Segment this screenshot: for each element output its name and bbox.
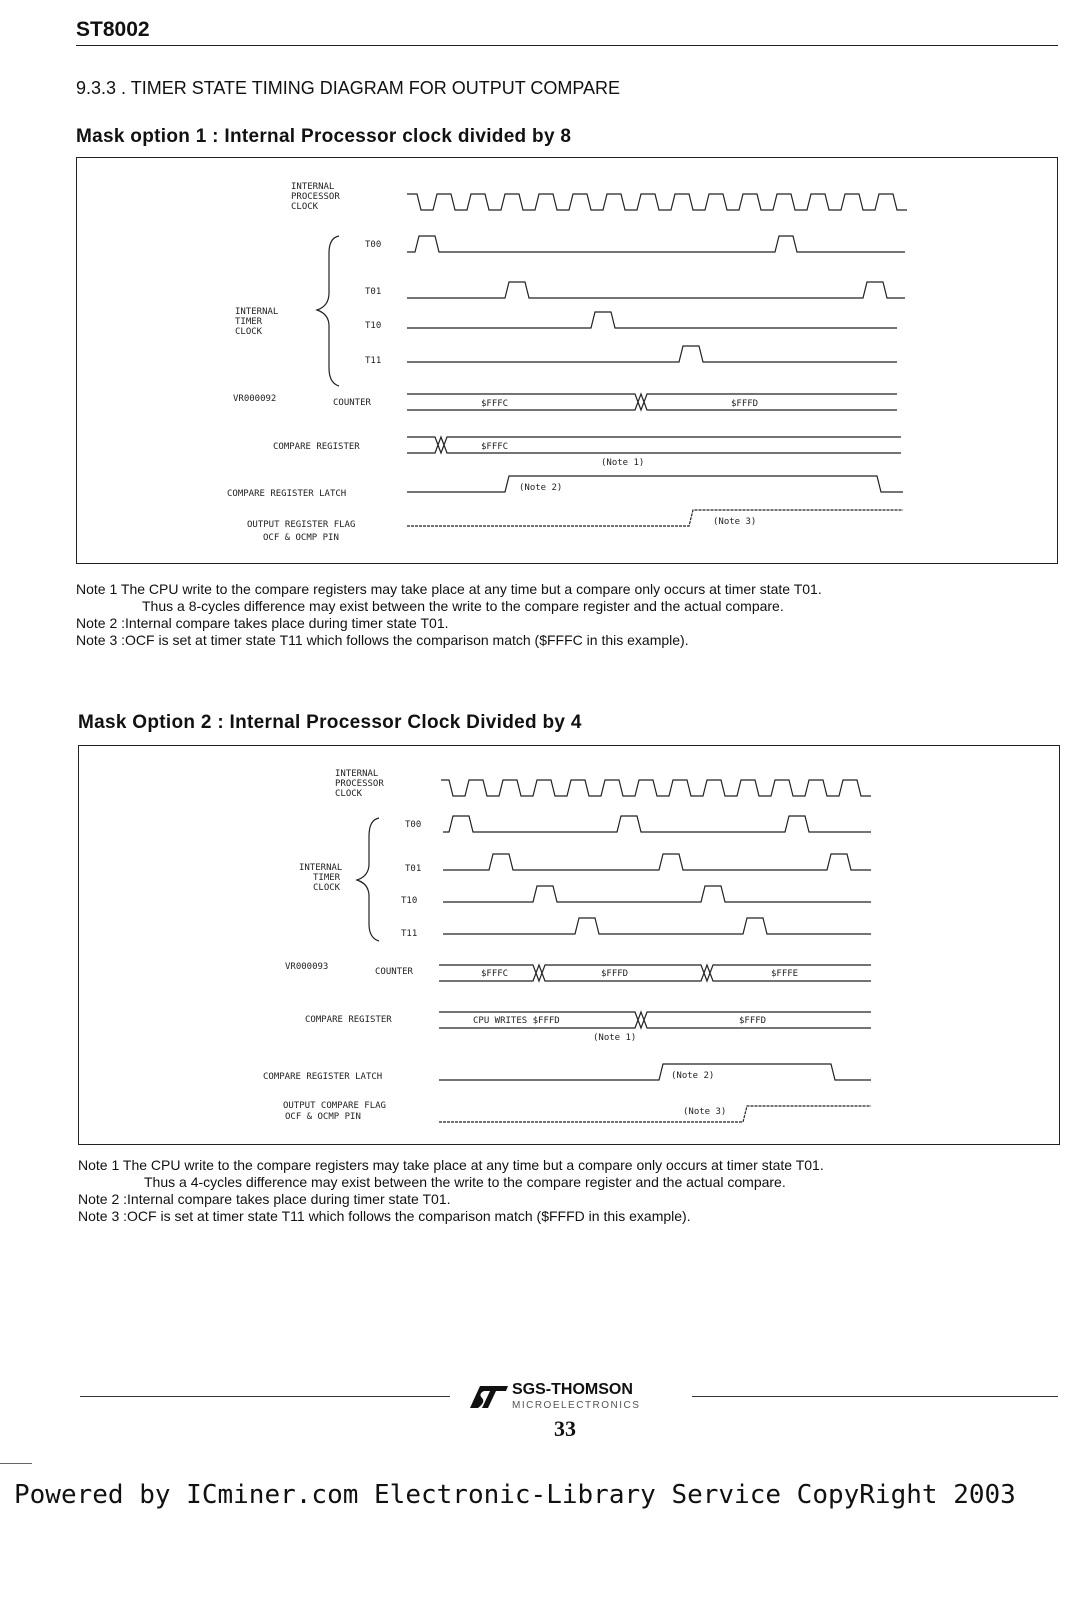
d1-brace bbox=[317, 236, 339, 386]
notes2-row-4 bbox=[78, 1208, 824, 1225]
d2-itc-label-2: TIMER bbox=[313, 873, 341, 883]
d2-itc-label-1: INTERNAL bbox=[299, 863, 343, 873]
st-logo-icon bbox=[466, 1382, 510, 1412]
d1-counter-value-1: $FFFC bbox=[481, 399, 509, 409]
note-text: Note 1 bbox=[78, 1157, 120, 1173]
d1-ref-code: VR000092 bbox=[233, 394, 277, 404]
d2-state-t11: T11 bbox=[401, 929, 418, 939]
brand-name: SGS-THOMSON bbox=[512, 1381, 633, 1398]
d1-state-t01: T01 bbox=[365, 287, 382, 297]
d2-counter-label: COUNTER bbox=[375, 967, 413, 977]
margin-mark bbox=[0, 1463, 32, 1464]
footer-rule-left bbox=[80, 1396, 450, 1397]
d2-note1-tag: (Note 1) bbox=[593, 1033, 637, 1043]
d1-itc-label-3: CLOCK bbox=[235, 327, 263, 337]
section-title: 9.3.3 . TIMER STATE TIMING DIAGRAM FOR OUTPUT COMPARE bbox=[76, 78, 621, 98]
d2-note3-tag: (Note 3) bbox=[683, 1107, 727, 1117]
d1-t00-wave bbox=[407, 236, 905, 252]
d1-flag-wave bbox=[407, 510, 903, 526]
d2-counter-value-2: $FFFD bbox=[601, 969, 629, 979]
d2-compare-value-1: CPU WRITES $FFFD bbox=[473, 1016, 560, 1026]
d2-ipc-label-3: CLOCK bbox=[335, 789, 363, 799]
d1-flag-label-1: OUTPUT REGISTER FLAG bbox=[247, 520, 356, 530]
d2-compare-value-2: $FFFD bbox=[739, 1016, 767, 1026]
notes-1 bbox=[76, 581, 822, 649]
d2-t10-wave bbox=[443, 886, 871, 902]
d2-ref-code: VR000093 bbox=[285, 962, 329, 972]
note-text: :OCF is set at timer state T11 which follows the comparison match ($FFFD in this example). bbox=[123, 1208, 691, 1224]
d2-t00-wave bbox=[443, 816, 871, 832]
d2-note2-tag: (Note 2) bbox=[671, 1071, 715, 1081]
d1-note1-tag: (Note 1) bbox=[601, 458, 645, 468]
d1-compare-label: COMPARE REGISTER bbox=[273, 442, 360, 452]
brand-subtitle: MICROELECTRONICS bbox=[512, 1400, 641, 1411]
d1-itc-label-2: TIMER bbox=[235, 317, 263, 327]
diagram2-frame bbox=[78, 745, 1060, 1145]
notes-2 bbox=[78, 1157, 824, 1225]
notes2-row-1 bbox=[78, 1157, 824, 1174]
d1-state-t11: T11 bbox=[365, 356, 382, 366]
header-rule bbox=[76, 45, 1058, 46]
d2-state-t00: T00 bbox=[405, 820, 422, 830]
note-text: Note 2 bbox=[76, 615, 118, 631]
d1-counter-value-2: $FFFD bbox=[731, 399, 759, 409]
d1-compare-value: $FFFC bbox=[481, 442, 509, 452]
d2-flag-label-2: OCF & OCMP PIN bbox=[285, 1112, 361, 1122]
note-text: Thus a 4-cycles difference may exist between the write to the compare register and the actual compare. bbox=[144, 1174, 786, 1190]
d1-note3-tag: (Note 3) bbox=[713, 517, 757, 527]
notes2-row-3 bbox=[78, 1191, 824, 1208]
notes1-row-4 bbox=[76, 632, 822, 649]
diagram2-heading: Mask Option 2 : Internal Processor Clock Divided by 4 bbox=[78, 712, 582, 733]
d1-t10-wave bbox=[407, 312, 897, 328]
note-text: Note 3 bbox=[78, 1208, 120, 1224]
footer-rule-right bbox=[692, 1396, 1058, 1397]
d1-t11-wave bbox=[407, 346, 897, 362]
d2-counter-value-3: $FFFE bbox=[771, 969, 799, 979]
note-text: Note 1 bbox=[76, 581, 118, 597]
notes1-row-1 bbox=[76, 581, 822, 598]
note-text: :Internal compare takes place during timer state T01. bbox=[123, 1191, 451, 1207]
d2-counter-value-1: $FFFC bbox=[481, 969, 509, 979]
d1-latch-wave bbox=[407, 476, 903, 492]
diagram1-frame bbox=[76, 157, 1058, 564]
notes2-row-2 bbox=[78, 1174, 824, 1191]
note-text: :Internal compare takes place during timer state T01. bbox=[121, 615, 449, 631]
d2-flag-wave bbox=[439, 1106, 871, 1122]
d1-state-t10: T10 bbox=[365, 321, 382, 331]
note-text: Note 2 bbox=[78, 1191, 120, 1207]
d1-note2-tag: (Note 2) bbox=[519, 483, 563, 493]
d1-counter-label: COUNTER bbox=[333, 398, 371, 408]
brand-logo bbox=[466, 1382, 510, 1417]
document-title: ST8002 bbox=[76, 18, 150, 41]
timing-diagram-1 bbox=[77, 158, 1057, 563]
powered-by-banner: Powered by ICminer.com Electronic-Library Service CopyRight 2003 bbox=[14, 1480, 1016, 1510]
d2-ipc-label-1: INTERNAL bbox=[335, 769, 379, 779]
d1-state-t00: T00 bbox=[365, 240, 382, 250]
d2-brace bbox=[357, 818, 379, 941]
page-number: 33 bbox=[554, 1416, 576, 1441]
d1-processor-clock-wave bbox=[407, 194, 907, 210]
d1-ipc-label-2: PROCESSOR bbox=[291, 192, 340, 202]
d2-latch-label: COMPARE REGISTER LATCH bbox=[263, 1072, 383, 1082]
d2-ipc-label-2: PROCESSOR bbox=[335, 779, 384, 789]
timing-diagram-2 bbox=[79, 746, 1059, 1144]
d2-state-t01: T01 bbox=[405, 864, 422, 874]
note-text: :OCF is set at timer state T11 which follows the comparison match ($FFFC in this example). bbox=[121, 632, 689, 648]
note-text: Note 3 bbox=[76, 632, 118, 648]
notes1-row-2 bbox=[76, 598, 822, 615]
note-text: Thus a 8-cycles difference may exist between the write to the compare register and the actual compare. bbox=[142, 598, 784, 614]
note-text: The CPU write to the compare registers may take place at any time but a compare only occurs at timer state T01. bbox=[117, 581, 822, 597]
notes1-row-3 bbox=[76, 615, 822, 632]
d1-latch-label: COMPARE REGISTER LATCH bbox=[227, 489, 347, 499]
note-text: The CPU write to the compare registers may take place at any time but a compare only occurs at timer state T01. bbox=[119, 1157, 824, 1173]
d2-t01-wave bbox=[443, 854, 871, 870]
d2-latch-wave bbox=[439, 1064, 871, 1080]
d2-itc-label-3: CLOCK bbox=[313, 883, 341, 893]
d2-t11-wave bbox=[443, 918, 871, 934]
d2-processor-clock-wave bbox=[441, 780, 871, 796]
d1-flag-label-2: OCF & OCMP PIN bbox=[263, 533, 339, 543]
d1-ipc-label-3: CLOCK bbox=[291, 202, 319, 212]
d1-t01-wave bbox=[407, 282, 905, 298]
d1-ipc-label-1: INTERNAL bbox=[291, 182, 335, 192]
d2-compare-label: COMPARE REGISTER bbox=[305, 1015, 392, 1025]
d2-flag-label-1: OUTPUT COMPARE FLAG bbox=[283, 1101, 386, 1111]
d1-itc-label-1: INTERNAL bbox=[235, 307, 279, 317]
diagram1-heading: Mask option 1 : Internal Processor clock divided by 8 bbox=[76, 126, 572, 147]
d2-state-t10: T10 bbox=[401, 896, 418, 906]
